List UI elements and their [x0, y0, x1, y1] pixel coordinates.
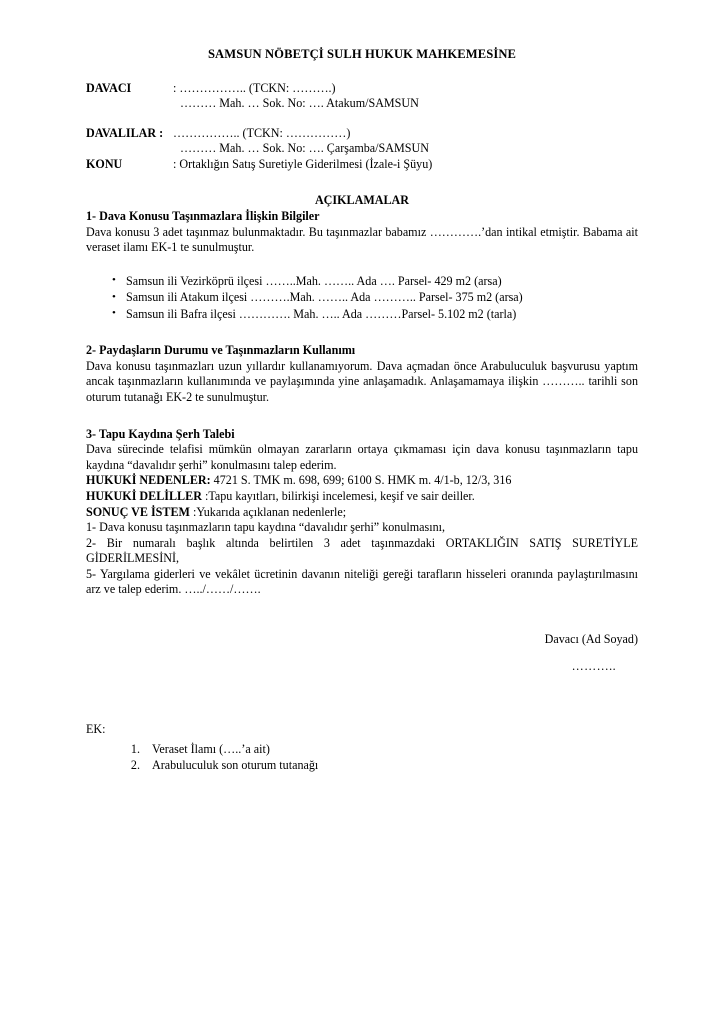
legal-evidence-label: HUKUKİ DELİLLER — [86, 488, 202, 503]
legal-grounds-value: 4721 S. TMK m. 698, 699; 6100 S. HMK m. 4/1-b, 12/3, 316 — [210, 473, 512, 488]
section-2-heading: 2- Paydaşların Durumu ve Taşınmazların Kullanımı — [86, 343, 356, 358]
subject-row — [86, 157, 638, 173]
signature-dots: ……….. — [571, 658, 616, 673]
signature-block — [86, 632, 638, 674]
plaintiff-address: ……… Mah. … Sok. No: …. Atakum/SAMSUN — [180, 96, 419, 111]
spacer — [86, 112, 638, 126]
conclusion-label: SONUÇ VE İSTEM — [86, 504, 190, 519]
section-3-heading: 3- Tapu Kaydına Şerh Talebi — [86, 426, 235, 441]
section-2-paragraph: Dava konusu taşınmazları uzun yıllardır kullanamıyorum. Dava açmadan önce Arabuluculuk başvurusu yaptım ancak taşınmazların kullanımında ve paylaşımında yine anlaşamadık. Anlaşamamaya ilişkin ……….. tarihli son oturum tutanağı EK-2 te sunulmuştur. — [86, 358, 638, 404]
defendants-value: …………….. (TCKN: ……………) — [173, 125, 351, 140]
plaintiff-label: DAVACI — [86, 80, 132, 95]
legal-evidence-value: :Tapu kayıtları, bilirkişi incelemesi, keşif ve sair deiller. — [201, 488, 475, 503]
party-information-block — [86, 81, 638, 173]
conclusion-item-1: 1- Dava konusu taşınmazların tapu kaydına “davalıdır şerhi” konulmasını, — [86, 520, 446, 535]
conclusion-intro: :Yukarıda açıklanan nedenlerle; — [189, 504, 347, 519]
plaintiff-row — [86, 81, 638, 97]
section-1-paragraph: Dava konusu 3 adet taşınmaz bulunmaktadır. Bu taşınmazlar babamız ………….’dan intikal etmiştir. Babama ait veraset ilamı EK-1 te sunulmuştur. — [86, 224, 638, 255]
page-title: SAMSUN NÖBETÇİ SULH HUKUK MAHKEMESİNE — [207, 47, 517, 61]
subject-value: : Ortaklığın Satış Suretiyle Giderilmesi (İzale-i Şüyu) — [173, 156, 433, 171]
defendants-row — [86, 126, 638, 142]
attachments-title: EK: — [86, 722, 106, 737]
explanations-heading: AÇIKLAMALAR — [314, 192, 410, 207]
list-item: • Samsun ili Bafra ilçesi …………. Mah. ….. Ada ………Parsel- 5.102 m2 (tarla) — [86, 306, 638, 322]
defendants-label: DAVALILAR : — [86, 125, 164, 140]
legal-evidence-line — [86, 489, 638, 505]
legal-grounds-label: HUKUKİ NEDENLER: — [86, 473, 211, 488]
property-list — [86, 273, 638, 322]
list-item: 2. Arabuluculuk son oturum tutanağı — [143, 757, 638, 773]
list-item: • Samsun ili Atakum ilçesi ……….Mah. …….. Ada ……….. Parsel- 375 m2 (arsa) — [86, 289, 638, 305]
list-item: • Samsun ili Vezirköprü ilçesi ……..Mah. …….. Ada …. Parsel- 429 m2 (arsa) — [86, 273, 638, 289]
conclusion-item-2: 2- Bir numaralı başlık altında belirtilen 3 adet taşınmazdaki ORTAKLIĞIN SATIŞ SURETİYLE GİDERİLMESİNİ, — [86, 535, 638, 566]
document-text-block — [86, 0, 638, 774]
conclusion-intro-line — [86, 505, 638, 521]
list-item: 1. Veraset İlamı (…..’a ait) — [143, 741, 638, 757]
plaintiff-value: : …………….. (TCKN: ……….) — [173, 80, 336, 95]
attachments-block — [86, 722, 638, 773]
defendants-address: ……… Mah. … Sok. No: …. Çarşamba/SAMSUN — [180, 141, 429, 156]
section-1-heading: 1- Dava Konusu Taşınmazlara İlişkin Bilgiler — [86, 209, 320, 224]
subject-label: KONU — [86, 156, 123, 171]
legal-grounds-line — [86, 473, 638, 489]
conclusion-item-3: 5- Yargılama giderleri ve vekâlet ücretinin davanın niteliği gereği tarafların hisseleri oranında paylaştırılmasını arz ve talep ederim. …../……/……. — [86, 566, 638, 597]
attachments-list — [86, 741, 638, 774]
signature-name: Davacı (Ad Soyad) — [544, 632, 638, 647]
section-3-paragraph: Dava sürecinde telafisi mümkün olmayan zararların ortaya çıkmaması için dava konusu taşınmazların tapu kaydına “davalıdır şerhi” konulmasını talep ederim. — [86, 442, 638, 472]
